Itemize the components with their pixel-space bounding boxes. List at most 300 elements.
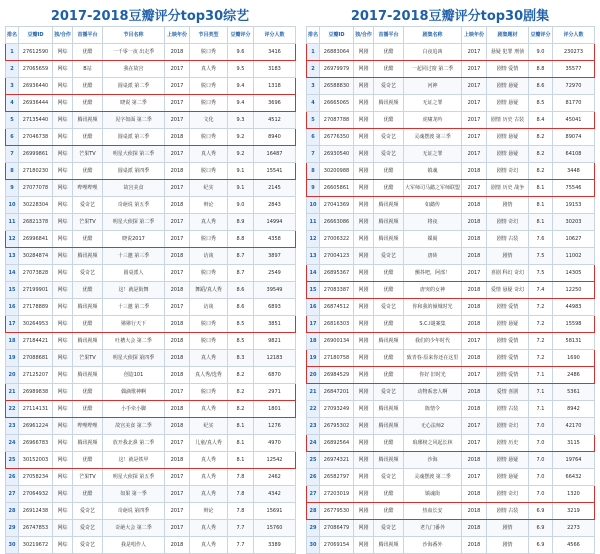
title-cell: 小手牵小脚 (103, 401, 165, 418)
genre-cell: 真人秀 (190, 469, 228, 486)
votes-cell: 12250 (553, 282, 595, 299)
platform-cell: 优酷 (73, 44, 103, 61)
column-header-cooperation: 独/合作 (53, 27, 73, 44)
title-cell: 媒阁 (404, 231, 462, 248)
votes-cell: 2486 (553, 367, 595, 384)
platform-cell: 优酷 (73, 163, 103, 180)
score-cell: 8.6 (228, 282, 254, 299)
votes-cell: 64108 (553, 146, 595, 163)
title-cell: 灵魂摆渡 第三季 (404, 129, 462, 146)
rank-cell: 11 (307, 214, 320, 231)
rank-cell: 4 (307, 95, 320, 112)
table-row (307, 129, 595, 146)
rank-cell: 20 (6, 367, 19, 384)
table-row (307, 231, 595, 248)
platform-cell: 腾讯视频 (374, 197, 404, 214)
votes-cell: 1276 (254, 418, 296, 435)
score-cell: 8.5 (529, 95, 553, 112)
year-cell: 2018 (165, 401, 190, 418)
cooperation-cell: 网剧 (354, 503, 374, 520)
cooperation-cell: 网剧 (354, 214, 374, 231)
platform-cell: 优酷 (374, 163, 404, 180)
douban-id-cell: 26883064 (320, 44, 354, 61)
genre-cell: 剧情 悬疑 (487, 146, 529, 163)
douban-id-cell: 27184421 (19, 333, 53, 350)
cooperation-cell: 网综 (53, 95, 73, 112)
title-cell: 热血长安 (404, 503, 462, 520)
rank-cell: 5 (307, 112, 320, 129)
table-row (6, 95, 296, 112)
douban-id-cell: 30152003 (19, 452, 53, 469)
rank-cell: 27 (307, 486, 320, 503)
table-row (6, 503, 296, 520)
douban-id-cell: 26989838 (19, 384, 53, 401)
rank-cell: 30 (6, 537, 19, 554)
year-cell: 2017 (462, 469, 487, 486)
douban-id-cell: 26874512 (320, 299, 354, 316)
votes-cell: 19153 (553, 197, 595, 214)
platform-cell: 腾讯视频 (374, 452, 404, 469)
platform-cell: 优酷 (374, 44, 404, 61)
score-cell: 8.3 (228, 350, 254, 367)
platform-cell: 爱奇艺 (374, 78, 404, 95)
table-row (307, 180, 595, 197)
column-header-platform: 首播平台 (374, 27, 404, 44)
votes-cell: 3389 (254, 537, 296, 554)
platform-cell: 腾讯视频 (73, 299, 103, 316)
rank-cell: 7 (6, 146, 19, 163)
cooperation-cell: 网综 (53, 129, 73, 146)
cooperation-cell: 网剧 (354, 316, 374, 333)
votes-cell: 10627 (553, 231, 595, 248)
score-cell: 8.9 (228, 214, 254, 231)
year-cell: 2018 (462, 299, 487, 316)
title-cell: 见字如面 第二季 (103, 112, 165, 129)
column-header-title: 节目名称 (103, 27, 165, 44)
title-cell: 明星大侦探 第二季 (103, 214, 165, 231)
title-cell: 无心法师2 (404, 418, 462, 435)
genre-cell: 脱口秀 (190, 95, 228, 112)
column-header-votes: 评分人数 (553, 27, 595, 44)
column-header-rank: 排名 (307, 27, 320, 44)
table-row (307, 350, 595, 367)
year-cell: 2017 (462, 180, 487, 197)
douban-id-cell: 27086479 (320, 520, 354, 537)
rank-cell: 3 (307, 78, 320, 95)
rank-cell: 27 (6, 486, 19, 503)
score-cell: 8.2 (529, 163, 553, 180)
table-row (6, 299, 296, 316)
table-row (307, 520, 595, 537)
table-row (307, 401, 595, 418)
rank-cell: 22 (307, 401, 320, 418)
votes-cell: 2549 (254, 265, 296, 282)
title-cell: 镇魂 (404, 163, 462, 180)
title-cell: 沙海番外 (404, 537, 462, 554)
cooperation-cell: 网综 (53, 401, 73, 418)
votes-cell: 2971 (254, 384, 296, 401)
douban-id-cell: 27180758 (320, 350, 354, 367)
genre-cell: 剧情 爱情 (487, 350, 529, 367)
score-cell: 6.9 (529, 520, 553, 537)
year-cell: 2018 (462, 503, 487, 520)
year-cell: 2018 (165, 333, 190, 350)
rank-cell: 23 (307, 418, 320, 435)
genre-cell: 脱口秀 (190, 231, 228, 248)
table-row (6, 146, 296, 163)
genre-cell: 脱口秀 (190, 129, 228, 146)
year-cell: 2017 (462, 367, 487, 384)
table-row (6, 469, 296, 486)
platform-cell: 哔哩哔哩 (73, 418, 103, 435)
rank-cell: 1 (6, 44, 19, 61)
douban-id-cell: 26795302 (320, 418, 354, 435)
cooperation-cell: 网剧 (354, 44, 374, 61)
cooperation-cell: 网剧 (354, 112, 374, 129)
cooperation-cell: 网剧 (354, 418, 374, 435)
platform-cell: 优酷 (374, 180, 404, 197)
title-cell: 唐砖 (404, 248, 462, 265)
douban-id-cell: 26821378 (19, 214, 53, 231)
table-row (6, 214, 296, 231)
platform-cell: 优酷 (73, 401, 103, 418)
votes-cell: 12183 (254, 350, 296, 367)
table-row (307, 265, 595, 282)
title-cell: 圆桌派 第二季 (103, 78, 165, 95)
title-cell: 无证之罪 (404, 146, 462, 163)
column-header-year: 上映年份 (462, 27, 487, 44)
score-cell: 9.1 (228, 180, 254, 197)
score-cell: 9.0 (529, 44, 553, 61)
genre-cell: 文化 (190, 112, 228, 129)
platform-cell: 爱奇艺 (73, 537, 103, 554)
score-cell: 9.6 (228, 44, 254, 61)
year-cell: 2018 (165, 350, 190, 367)
genre-cell: 悬疑 犯罪 刑侦 (487, 44, 529, 61)
douban-id-cell: 26588830 (320, 78, 354, 95)
table-row (6, 350, 296, 367)
platform-cell: 优酷 (374, 350, 404, 367)
rank-cell: 26 (6, 469, 19, 486)
votes-cell: 3183 (254, 61, 296, 78)
douban-id-cell: 27041369 (320, 197, 354, 214)
genre-cell: 剧情 爱情 (487, 61, 529, 78)
douban-id-cell: 27004123 (320, 248, 354, 265)
title-cell: 奇葩说 第四季 (103, 503, 165, 520)
cooperation-cell: 网综 (53, 537, 73, 554)
year-cell: 2017 (165, 435, 190, 452)
rank-cell: 3 (6, 78, 19, 95)
score-cell: 7.0 (529, 418, 553, 435)
votes-cell: 8940 (254, 129, 296, 146)
douban-id-cell: 26892564 (320, 435, 354, 452)
rank-cell: 12 (6, 231, 19, 248)
title-cell: 河神 (404, 78, 462, 95)
cooperation-cell: 网综 (53, 333, 73, 350)
douban-id-cell: 30228304 (19, 197, 53, 214)
year-cell: 2017 (165, 265, 190, 282)
cooperation-cell: 网剧 (354, 452, 374, 469)
platform-cell: 优酷 (374, 61, 404, 78)
table-row (307, 146, 595, 163)
table-row (307, 78, 595, 95)
cooperation-cell: 网综 (53, 299, 73, 316)
table-row (307, 316, 595, 333)
cooperation-cell: 网综 (53, 367, 73, 384)
score-cell: 7.0 (529, 452, 553, 469)
column-header-cooperation: 独/合作 (354, 27, 374, 44)
douban-id-cell: 27180230 (19, 163, 53, 180)
year-cell: 2017 (462, 78, 487, 95)
genre-cell: 剧情 历史 (487, 435, 529, 452)
douban-id-cell: 27088681 (19, 350, 53, 367)
genre-cell: 剧情 悬疑 (487, 469, 529, 486)
genre-cell: 剧情 (487, 537, 529, 554)
rank-cell: 17 (6, 316, 19, 333)
cooperation-cell: 网剧 (354, 180, 374, 197)
title-cell: 一起同过窗 第二季 (404, 61, 462, 78)
title-cell: 你好 旧时光 (404, 367, 462, 384)
table-row (6, 265, 296, 282)
rank-cell: 8 (307, 163, 320, 180)
year-cell: 2018 (165, 537, 190, 554)
score-cell: 7.7 (228, 537, 254, 554)
genre-cell: 真人秀 (190, 146, 228, 163)
year-cell: 2018 (462, 520, 487, 537)
rank-cell: 6 (6, 129, 19, 146)
table-row (307, 418, 595, 435)
title-cell: 一千零一夜 出走季 (103, 44, 165, 61)
votes-cell: 14305 (553, 265, 595, 282)
rank-cell: 20 (307, 367, 320, 384)
rank-cell: 25 (6, 452, 19, 469)
rank-cell: 16 (6, 299, 19, 316)
cooperation-cell: 网剧 (354, 95, 374, 112)
table-row (307, 537, 595, 554)
cooperation-cell: 网剧 (354, 299, 374, 316)
platform-cell: 爱奇艺 (374, 248, 404, 265)
platform-cell: 腾讯视频 (374, 418, 404, 435)
votes-cell: 4566 (553, 537, 595, 554)
cooperation-cell: 网综 (53, 214, 73, 231)
drama-table-title: 2017-2018豆瓣评分top30剧集 (350, 9, 550, 24)
votes-cell: 66432 (553, 469, 595, 486)
score-cell: 8.5 (228, 316, 254, 333)
cooperation-cell: 网综 (53, 316, 73, 333)
year-cell: 2017 (462, 418, 487, 435)
score-cell: 8.8 (228, 231, 254, 248)
year-cell: 2018 (462, 231, 487, 248)
column-header-genre: 节目类型 (190, 27, 228, 44)
rank-cell: 21 (6, 384, 19, 401)
score-cell: 7.2 (529, 316, 553, 333)
year-cell: 2017 (462, 146, 487, 163)
score-cell: 8.1 (529, 180, 553, 197)
platform-cell: 优酷 (374, 282, 404, 299)
year-cell: 2017 (165, 61, 190, 78)
genre-cell: 剧情 (487, 520, 529, 537)
cooperation-cell: 网剧 (354, 163, 374, 180)
year-cell: 2017 (165, 299, 190, 316)
rank-cell: 22 (6, 401, 19, 418)
title-cell: 明星大侦探 第三季 (103, 146, 165, 163)
platform-cell: 优酷 (374, 486, 404, 503)
year-cell: 2017 (165, 503, 190, 520)
year-cell: 2017 (165, 231, 190, 248)
cooperation-cell: 网综 (53, 384, 73, 401)
cooperation-cell: 网剧 (354, 469, 374, 486)
platform-cell: 腾讯视频 (374, 333, 404, 350)
title-cell: 虎啸龙吟 (404, 112, 462, 129)
score-cell: 7.8 (228, 486, 254, 503)
table-row (307, 61, 595, 78)
platform-cell: 优酷 (73, 452, 103, 469)
title-cell: 十三邀 第三季 (103, 248, 165, 265)
table-row (307, 503, 595, 520)
douban-id-cell: 27135440 (19, 112, 53, 129)
votes-cell: 14994 (254, 214, 296, 231)
column-header-title: 剧集名称 (404, 27, 462, 44)
score-cell: 7.1 (529, 401, 553, 418)
genre-cell: 剧情 悬疑 (487, 452, 529, 469)
platform-cell: 芒果TV (73, 469, 103, 486)
score-cell: 9.5 (228, 61, 254, 78)
douban-id-cell: 27064932 (19, 486, 53, 503)
score-cell: 9.1 (228, 163, 254, 180)
year-cell: 2018 (462, 384, 487, 401)
rank-cell: 9 (307, 180, 320, 197)
votes-cell: 1801 (254, 401, 296, 418)
table-row (307, 469, 595, 486)
cooperation-cell: 网综 (53, 146, 73, 163)
votes-cell: 3696 (254, 95, 296, 112)
title-cell: 致青春·原来你还在这里 (404, 350, 462, 367)
year-cell: 2018 (165, 452, 190, 469)
votes-cell: 15598 (553, 316, 595, 333)
cooperation-cell: 网综 (53, 469, 73, 486)
genre-cell: 剧情 奇幻 (487, 214, 529, 231)
title-cell: 锵锵行天下 (103, 316, 165, 333)
cooperation-cell: 网剧 (354, 367, 374, 384)
variety-table-body (6, 44, 296, 554)
votes-cell: 3448 (553, 163, 595, 180)
table-row (6, 537, 296, 554)
cooperation-cell: 网剧 (354, 231, 374, 248)
genre-cell: 剧情 古装 (487, 401, 529, 418)
votes-cell: 15760 (254, 520, 296, 537)
column-header-douban-id: 豆瓣ID (320, 27, 354, 44)
cooperation-cell: 网综 (53, 350, 73, 367)
year-cell: 2018 (165, 248, 190, 265)
title-cell: 明星大侦探 第五季 (103, 469, 165, 486)
rank-cell: 11 (6, 214, 19, 231)
genre-cell: 真人秀 (190, 520, 228, 537)
douban-id-cell: 26816303 (320, 316, 354, 333)
genre-cell: 爱情 悬疑 奇幻 (487, 282, 529, 299)
table-row (307, 95, 595, 112)
votes-cell: 45041 (553, 112, 595, 129)
title-cell: 动物系恋人啊 (404, 384, 462, 401)
table-row (307, 486, 595, 503)
platform-cell: 芒果TV (73, 350, 103, 367)
platform-cell: 优酷 (374, 503, 404, 520)
votes-cell: 2843 (254, 197, 296, 214)
score-cell: 7.8 (228, 469, 254, 486)
score-cell: 7.7 (228, 520, 254, 537)
column-header-douban-id: 豆瓣ID (19, 27, 53, 44)
title-cell: 陈情令 (404, 401, 462, 418)
score-cell: 7.4 (529, 282, 553, 299)
year-cell: 2017 (462, 265, 487, 282)
platform-cell: 腾讯视频 (374, 537, 404, 554)
genre-cell: 脱口秀 (190, 316, 228, 333)
douban-id-cell: 27058234 (19, 469, 53, 486)
rank-cell: 14 (6, 265, 19, 282)
genre-cell: 剧情 悬疑 (487, 78, 529, 95)
score-cell: 8.1 (228, 435, 254, 452)
platform-cell: 优酷 (374, 316, 404, 333)
score-cell: 8.5 (228, 333, 254, 350)
title-cell: 圆桌派人 (103, 265, 165, 282)
rank-cell: 24 (307, 435, 320, 452)
table-row (307, 333, 595, 350)
table-row (6, 282, 296, 299)
votes-cell: 3115 (553, 435, 595, 452)
year-cell: 2017 (165, 520, 190, 537)
douban-id-cell: 26776350 (320, 129, 354, 146)
douban-id-cell: 26966783 (19, 435, 53, 452)
year-cell: 2018 (462, 282, 487, 299)
table-row (307, 112, 595, 129)
score-cell: 7.5 (529, 265, 553, 282)
year-cell: 2017 (165, 112, 190, 129)
rank-cell: 8 (6, 163, 19, 180)
douban-id-cell: 27083387 (320, 282, 354, 299)
platform-cell: 腾讯视频 (73, 248, 103, 265)
table-row (307, 384, 595, 401)
platform-cell: 爱奇艺 (374, 384, 404, 401)
score-cell: 8.2 (529, 146, 553, 163)
year-cell: 2018 (165, 367, 190, 384)
year-cell: 2017 (462, 333, 487, 350)
genre-cell: 剧情 悬疑 (487, 316, 529, 333)
platform-cell: 优酷 (73, 78, 103, 95)
votes-cell: 3416 (254, 44, 296, 61)
year-cell: 2018 (462, 316, 487, 333)
genre-cell: 真人秀 (190, 486, 228, 503)
cooperation-cell: 网综 (53, 197, 73, 214)
votes-cell: 81770 (553, 95, 595, 112)
score-cell: 9.2 (228, 129, 254, 146)
douban-id-cell: 27073828 (19, 265, 53, 282)
title-cell: 大军师司马懿之军师联盟 (404, 180, 462, 197)
table-row (6, 333, 296, 350)
table-row (6, 163, 296, 180)
genre-cell: 真人秀/选秀 (190, 367, 228, 384)
year-cell: 2018 (165, 163, 190, 180)
genre-cell: 剧情 历史 战争 (487, 180, 529, 197)
platform-cell: 芒果TV (73, 146, 103, 163)
douban-id-cell: 26582797 (320, 469, 354, 486)
genre-cell: 剧情 爱情 (487, 367, 529, 384)
rank-cell: 21 (307, 384, 320, 401)
rank-cell: 4 (6, 95, 19, 112)
table-row (307, 248, 595, 265)
genre-cell: 爱情 喜剧 (487, 384, 529, 401)
platform-cell: B站 (73, 61, 103, 78)
cooperation-cell: 网剧 (354, 146, 374, 163)
table-row (6, 418, 296, 435)
